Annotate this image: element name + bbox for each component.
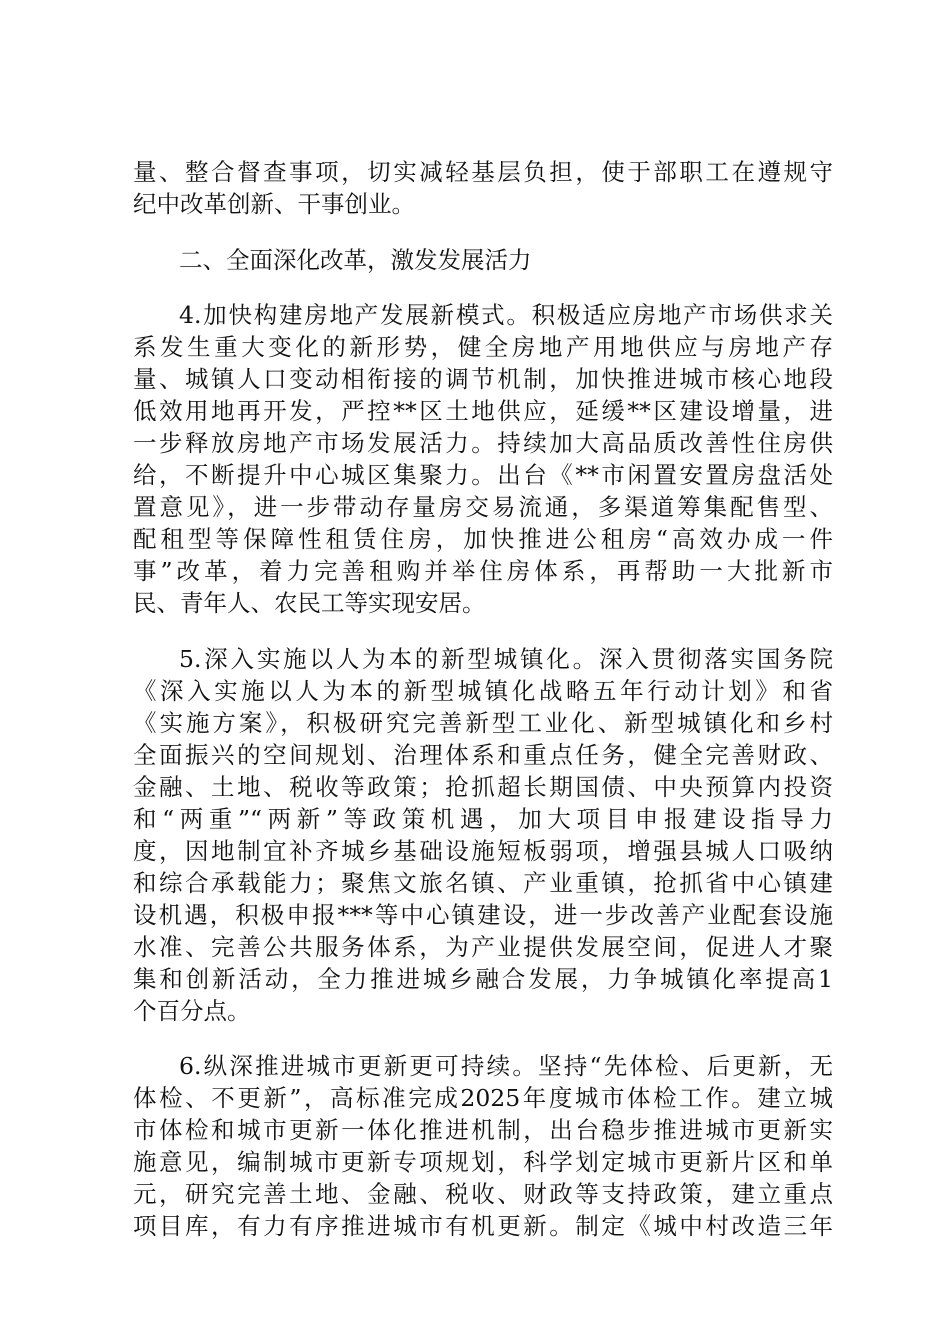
- text-line: 事”改革，着力完善租购并举住房体系，再帮助一大批新市: [133, 557, 833, 585]
- text-line: 度，因地制宜补齐城乡基础设施短板弱项，增强县城人口吸纳: [133, 836, 833, 865]
- text-line: 低效用地再开发，严控**区土地供应，延缓**区建设增量，进: [133, 397, 833, 425]
- text-line: 给，不断提升中心城区集聚力。出台《**市闲置安置房盘活处: [133, 461, 833, 489]
- text-line: 水准、完善公共服务体系，为产业提供发展空间，促进人才聚: [133, 932, 833, 961]
- text-line: 4.加快构建房地产发展新模式。积极适应房地产市场供求关: [179, 301, 833, 329]
- text-line: 纪中改革创新、干事创业。: [133, 190, 415, 218]
- text-line: 置意见》，进一步带动存量房交易流通，多渠道筹集配售型、: [133, 493, 833, 521]
- text-line: 设机遇，积极申报***等中心镇建设，进一步改善产业配套设施: [133, 900, 833, 929]
- text-line: 施意见，编制城市更新专项规划，科学划定城市更新片区和单: [133, 1148, 833, 1176]
- document-body: [133, 156, 833, 1242]
- text-line: 全面振兴的空间规划、治理体系和重点任务，健全完善财政、: [133, 740, 833, 769]
- text-line: 项目库，有力有序推进城市有机更新。制定《城中村改造三年: [133, 1212, 833, 1240]
- text-line: 《实施方案》，积极研究完善新型工业化、新型城镇化和乡村: [133, 708, 833, 737]
- text-line: 金融、土地、税收等政策；抢抓超长期国债、中央预算内投资: [133, 772, 833, 801]
- text-line: 系发生重大变化的新形势，健全房地产用地供应与房地产存: [133, 333, 833, 361]
- text-line: 个百分点。: [133, 996, 251, 1025]
- text-line: 《深入实施以人为本的新型城镇化战略五年行动计划》和省: [133, 676, 833, 705]
- paragraph-item-6: [133, 1050, 833, 1242]
- text-line: 市体检和城市更新一体化推进机制，出台稳步推进城市更新实: [133, 1116, 833, 1144]
- text-line: 和“两重”“两新”等政策机遇，加大项目申报建设指导力: [133, 804, 833, 833]
- text-line: 和综合承载能力；聚焦文旅名镇、产业重镇，抢抓省中心镇建: [133, 868, 833, 897]
- text-line: 量、城镇人口变动相衔接的调节机制，加快推进城市核心地段: [133, 365, 833, 393]
- section-heading: [133, 244, 833, 276]
- text-line: 民、青年人、农民工等实现安居。: [133, 589, 486, 617]
- paragraph-continued: [133, 156, 833, 220]
- text-line: 元，研究完善土地、金融、税收、财政等支持政策，建立重点: [133, 1180, 833, 1208]
- section-heading-text: 二、全面深化改革，激发发展活力: [179, 245, 532, 274]
- text-line: 5.深入实施以人为本的新型城镇化。深入贯彻落实国务院: [179, 644, 833, 673]
- text-line: 量、整合督查事项，切实减轻基层负担，使于部职工在遵规守: [133, 158, 833, 186]
- text-line: 一步释放房地产市场发展活力。持续加大高品质改善性住房供: [133, 429, 833, 457]
- text-line: 配租型等保障性租赁住房，加快推进公租房“高效办成一件: [133, 525, 833, 553]
- text-line: 体检、不更新”，高标准完成2025年度城市体检工作。建立城: [133, 1084, 833, 1112]
- paragraph-item-5: [133, 643, 833, 1027]
- paragraph-item-4: [133, 299, 833, 619]
- text-line: 6.纵深推进城市更新更可持续。坚持“先体检、后更新，无: [179, 1052, 833, 1080]
- text-line: 集和创新活动，全力推进城乡融合发展，力争城镇化率提高1: [133, 964, 833, 993]
